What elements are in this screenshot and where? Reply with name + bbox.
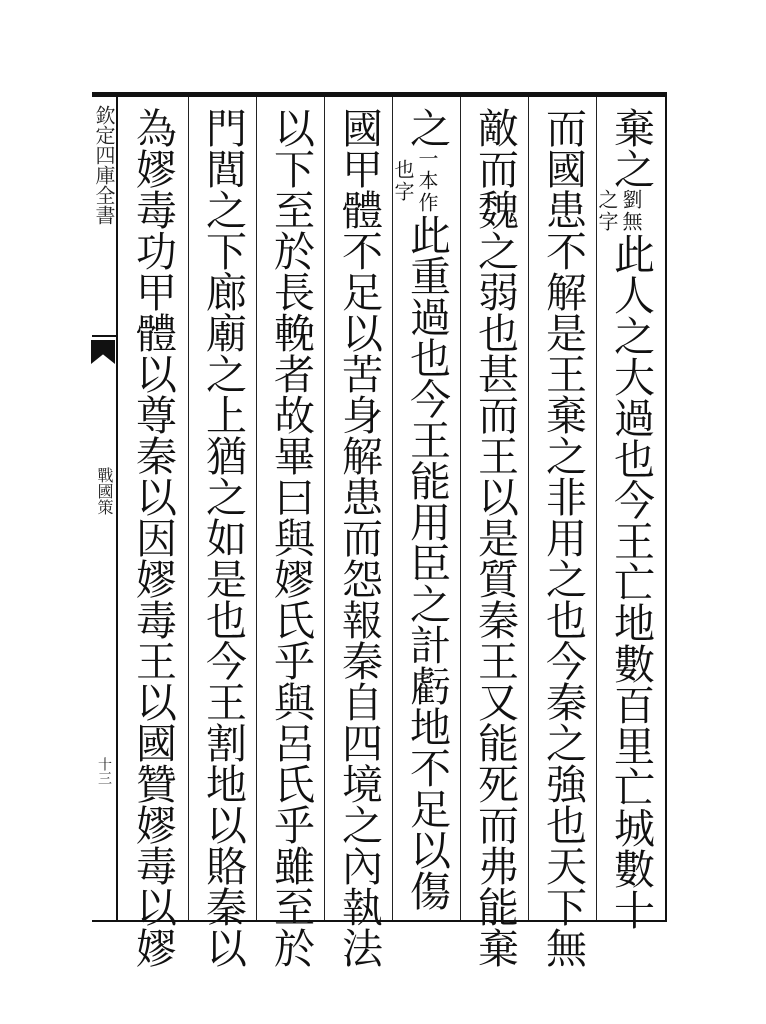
interlinear-note bbox=[391, 148, 439, 214]
note-line: 也字 bbox=[391, 159, 415, 203]
column-text: 棄之 bbox=[607, 107, 655, 189]
margin-header: 欽定四庫全書 bbox=[92, 105, 116, 225]
interlinear-note bbox=[595, 189, 643, 233]
column-rule bbox=[256, 97, 257, 920]
margin-column bbox=[92, 97, 118, 920]
text-column-6 bbox=[262, 107, 320, 968]
margin-page-number: 十三 bbox=[96, 757, 112, 785]
text-column-3 bbox=[466, 107, 524, 968]
column-text: 敵而魏之弱也甚而王以是質秦王又能死而弗能棄 bbox=[471, 107, 519, 968]
text-column-5 bbox=[330, 107, 388, 968]
note-line: 一本作 bbox=[415, 148, 439, 214]
column-text: 之 bbox=[403, 107, 451, 148]
column-text: 為嫪毒功甲體以尊秦以因嫪毒王以國贊嫪毒以嫪 bbox=[129, 107, 177, 968]
text-frame bbox=[92, 92, 667, 968]
column-text: 而國患不解是王棄之非用之也今秦之強也天下無 bbox=[539, 107, 587, 968]
column-rule bbox=[528, 97, 529, 920]
note-line: 劉無 bbox=[619, 189, 643, 233]
fish-tail-rule bbox=[92, 335, 116, 337]
text-column-2 bbox=[534, 107, 592, 968]
margin-book-title: 戰國策 bbox=[95, 467, 114, 515]
column-rule bbox=[460, 97, 461, 920]
column-text: 此重過也今王能用臣之計虧地不足以傷 bbox=[403, 214, 451, 911]
column-text: 此人之大過也今王亡地數百里亡城數十 bbox=[607, 233, 655, 930]
text-column-8 bbox=[124, 107, 182, 968]
column-text: 以下至於長輓者故畢曰與嫪氏乎與呂氏乎雖至於 bbox=[267, 107, 315, 968]
column-rule bbox=[188, 97, 189, 920]
column-text: 國甲體不足以苦身解患而怨報秦自四境之內執法 bbox=[335, 107, 383, 968]
column-rule bbox=[324, 97, 325, 920]
text-column-1 bbox=[595, 107, 660, 930]
text-column-4 bbox=[391, 107, 456, 917]
text-column-7 bbox=[194, 107, 252, 968]
note-line: 之字 bbox=[595, 189, 619, 233]
fish-tail-mark bbox=[91, 340, 115, 364]
column-text: 門閭之下廊廟之上猶之如是也今王割地以賂秦以 bbox=[199, 107, 247, 968]
